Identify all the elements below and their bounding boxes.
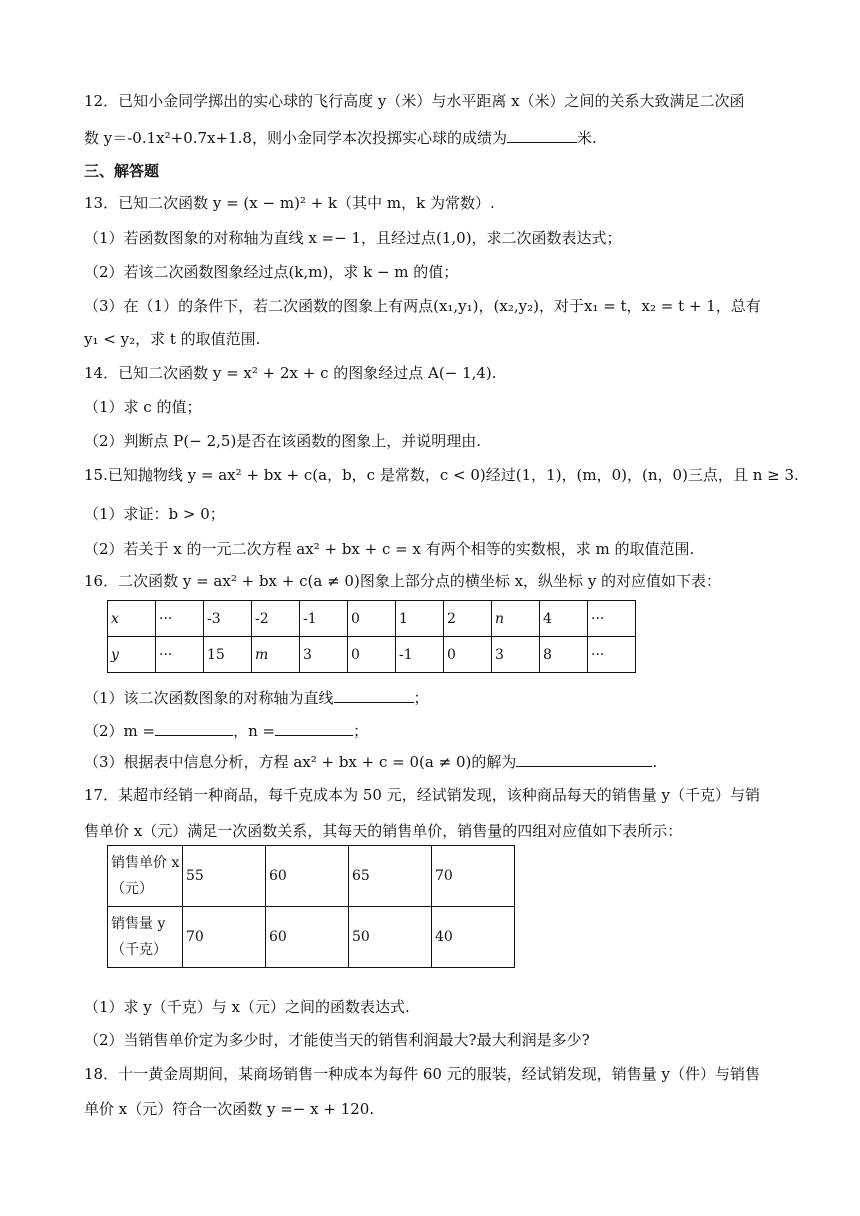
q13-part3-a: （3）在（1）的条件下，若二次函数的图象上有两点(x₁,y₁)，(x₂,y₂)，对于x₁ = t，x₂ = t + 1，总有 [84,297,761,315]
table-cell: 3 [300,637,348,673]
table-cell: m [252,637,300,673]
table-cell: 60 [266,907,349,968]
q16-part1 [84,688,429,708]
q16-value-table [107,600,636,673]
table-cell: -3 [204,601,252,637]
q16-part3-text: （3）根据表中信息分析，方程 ax² + bx + c = 0(a ≠ 0)的解为 [84,753,517,771]
table-cell: ··· [156,637,204,673]
table-cell: 60 [266,846,349,907]
answer-blank [155,721,233,736]
q16-part1-end: ； [413,689,429,707]
table-cell: -1 [300,601,348,637]
answer-blank [516,752,652,767]
q17-part2: （2）当销售单价定为多少时，才能使当天的销售利润最大?最大利润是多少? [84,1031,590,1049]
answer-blank [507,128,577,143]
q16-part2-text-b: ，n = [233,722,276,740]
table-cell: ··· [156,601,204,637]
q17-part1: （1）求 y（千克）与 x（元）之间的函数表达式. [84,998,410,1016]
q18-line1: 18．十一黄金周期间，某商场销售一种成本为每件 60 元的服装，经试销发现，销售量 y（件）与销售 [84,1065,760,1083]
header-unit: （千克） [111,942,167,958]
q17-sales-table [107,845,515,968]
q13-part3-b: y₁ < y₂，求 t 的取值范围. [84,330,261,348]
q15-part2: （2）若关于 x 的一元二次方程 ax² + bx + c = x 有两个相等的实数根，求 m 的取值范围. [84,540,695,558]
q13-part2: （2）若该二次函数图象经过点(k,m)，求 k − m 的值； [84,263,459,281]
table-cell: 40 [432,907,515,968]
table-row [108,601,636,637]
table-cell: -1 [396,637,444,673]
q16-part2-text-a: （2）m = [84,722,156,740]
answer-blank [334,688,414,703]
table-cell: 0 [348,601,396,637]
table-cell: 0 [348,637,396,673]
q12-text-a: 数 y＝-0.1x²+0.7x+1.8，则小金同学本次投掷实心球的成绩为 [84,129,507,147]
q13-stem: 13．已知二次函数 y = (x − m)² + k（其中 m，k 为常数）. [84,194,495,212]
table-cell: ··· [588,637,636,673]
q17-line2: 售单价 x（元）满足一次函数关系，其每天的销售单价，销售量的四组对应值如下表所示： [84,822,683,840]
q12-line2 [84,128,597,148]
q16-part2-text-c: ； [353,722,369,740]
header-label: 销售单价 x [111,855,180,871]
table-cell: 2 [444,601,492,637]
answer-blank [275,721,353,736]
header-unit: （元） [111,881,153,897]
table-cell: 70 [432,846,515,907]
table-cell: 70 [183,907,266,968]
table-cell: 3 [492,637,540,673]
section-heading: 三、解答题 [84,162,160,180]
table-cell: 55 [183,846,266,907]
table-cell: 15 [204,637,252,673]
q14-part1: （1）求 c 的值； [84,398,202,416]
q12-line1: 12．已知小金同学掷出的实心球的飞行高度 y（米）与水平距离 x（米）之间的关系大致满足二次函 [84,92,745,110]
table-cell: ··· [588,601,636,637]
table-header-cell [108,846,183,907]
table-cell: n [492,601,540,637]
q14-part2: （2）判断点 P(− 2,5)是否在该函数的图象上，并说明理由. [84,432,482,450]
header-label: 销售量 y [111,916,166,932]
q16-stem: 16．二次函数 y = ax² + bx + c(a ≠ 0)图象上部分点的横坐标 x，纵坐标 y 的对应值如下表： [84,572,722,590]
q12-text-b: 米. [576,129,597,147]
table-cell: 50 [349,907,432,968]
table-cell: 65 [349,846,432,907]
table-cell: -2 [252,601,300,637]
table-header-cell [108,907,183,968]
q13-part1: （1）若函数图象的对称轴为直线 x =− 1，且经过点(1,0)，求二次函数表达式； [84,229,622,247]
table-cell: 4 [540,601,588,637]
table-cell: 1 [396,601,444,637]
q15-stem: 15.已知抛物线 y = ax² + bx + c(a，b，c 是常数，c < 0)经过(1，1)，(m，0)，(n，0)三点，且 n ≥ 3. [84,466,799,484]
table-row [108,846,515,907]
table-row [108,637,636,673]
q18-line2: 单价 x（元）符合一次函数 y =− x + 120. [84,1100,375,1118]
table-cell: 8 [540,637,588,673]
table-cell: x [108,601,156,637]
q16-part2 [84,721,368,741]
table-cell: 0 [444,637,492,673]
q15-part1: （1）求证：b > 0； [84,505,225,523]
q16-part3 [84,752,657,772]
q17-line1: 17．某超市经销一种商品，每千克成本为 50 元，经试销发现，该种商品每天的销售量 y（千克）与销 [84,786,760,804]
table-row [108,907,515,968]
q14-stem: 14．已知二次函数 y = x² + 2x + c 的图象经过点 A(− 1,4). [84,364,497,382]
q16-part3-end: . [652,753,658,771]
q16-part1-text: （1）该二次函数图象的对称轴为直线 [84,689,334,707]
table-cell: y [108,637,156,673]
